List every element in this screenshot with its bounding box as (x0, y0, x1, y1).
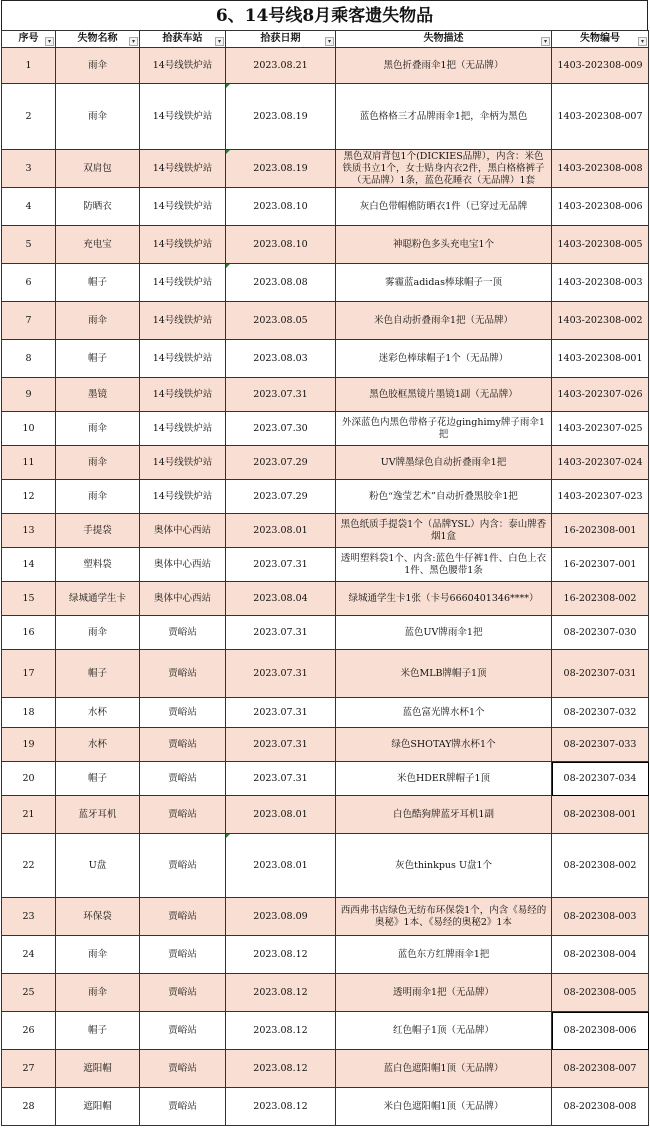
table-row (2, 412, 649, 446)
cell-description[interactable]: 蓝白色遮阳帽1顶（无品牌） (336, 1050, 552, 1088)
cell-item-name[interactable]: U盘 (56, 834, 140, 898)
cell-description[interactable]: 粉色“逸莹艺术”自动折叠黑胶伞1把 (336, 480, 552, 514)
cell-station[interactable]: 14号线铁炉站 (140, 150, 226, 188)
cell-code[interactable]: 1403-202307-024 (552, 446, 649, 480)
cell-date[interactable]: 2023.07.31 (226, 616, 336, 650)
cell-description[interactable]: 黑色纸质手提袋1个（品牌YSL）内含：泰山牌香烟1盒 (336, 514, 552, 548)
cell-description[interactable]: 蓝色富光牌水杯1个 (336, 698, 552, 728)
cell-date[interactable]: 2023.08.19 (226, 84, 336, 150)
cell-code[interactable]: 1403-202308-009 (552, 48, 649, 84)
cell-item-name[interactable]: 蓝牙耳机 (56, 796, 140, 834)
cell-date[interactable]: 2023.07.29 (226, 446, 336, 480)
cell-item-name[interactable]: 双肩包 (56, 150, 140, 188)
cell-item-name[interactable]: 雨伞 (56, 974, 140, 1012)
cell-code[interactable]: 08-202308-003 (552, 898, 649, 936)
cell-description[interactable]: 蓝色UV牌雨伞1把 (336, 616, 552, 650)
cell-item-name[interactable]: 雨伞 (56, 412, 140, 446)
cell-date[interactable]: 2023.07.31 (226, 650, 336, 698)
cell-item-name[interactable]: 雨伞 (56, 302, 140, 340)
cell-station[interactable]: 14号线铁炉站 (140, 412, 226, 446)
cell-item-name[interactable]: 手提袋 (56, 514, 140, 548)
cell-code[interactable]: 08-202307-032 (552, 698, 649, 728)
table-row (2, 898, 649, 936)
cell-no[interactable]: 2 (2, 84, 56, 150)
cell-station[interactable]: 贾峪站 (140, 616, 226, 650)
cell-code[interactable]: 16-202307-001 (552, 548, 649, 582)
table-row (2, 650, 649, 698)
cell-no[interactable]: 22 (2, 834, 56, 898)
cell-station[interactable]: 贾峪站 (140, 650, 226, 698)
table-row (2, 1050, 649, 1088)
table-row (2, 226, 649, 264)
table-row (2, 480, 649, 514)
cell-no[interactable]: 27 (2, 1050, 56, 1088)
cell-date[interactable]: 2023.08.19 (226, 150, 336, 188)
table-row (2, 762, 649, 796)
cell-description[interactable]: 神聪粉色多头充电宝1个 (336, 226, 552, 264)
cell-code[interactable]: 08-202307-033 (552, 728, 649, 762)
table-row (2, 84, 649, 150)
cell-station[interactable]: 贾峪站 (140, 936, 226, 974)
cell-no[interactable]: 1 (2, 48, 56, 84)
cell-no[interactable]: 5 (2, 226, 56, 264)
cell-station[interactable]: 贾峪站 (140, 796, 226, 834)
header-date[interactable]: 拾获日期 ▾ (226, 31, 336, 48)
cell-station[interactable]: 贾峪站 (140, 898, 226, 936)
cell-item-name[interactable]: 充电宝 (56, 226, 140, 264)
cell-date[interactable]: 2023.08.12 (226, 936, 336, 974)
cell-station[interactable]: 14号线铁炉站 (140, 48, 226, 84)
cell-station[interactable]: 14号线铁炉站 (140, 226, 226, 264)
table-row (2, 582, 649, 616)
cell-date[interactable]: 2023.08.08 (226, 264, 336, 302)
cell-station[interactable]: 贾峪站 (140, 698, 226, 728)
table-row (2, 974, 649, 1012)
cell-no[interactable]: 9 (2, 378, 56, 412)
cell-station[interactable]: 14号线铁炉站 (140, 446, 226, 480)
cell-code[interactable]: 1403-202307-023 (552, 480, 649, 514)
table-body (2, 48, 649, 1126)
cell-date[interactable]: 2023.08.05 (226, 302, 336, 340)
cell-code[interactable]: 1403-202308-007 (552, 84, 649, 150)
header-desc[interactable]: 失物描述 ▾ (336, 31, 552, 48)
cell-description[interactable]: 灰白色带帽檐防晒衣1件（已穿过无品牌 (336, 188, 552, 226)
cell-description[interactable]: UV牌墨绿色自动折叠雨伞1把 (336, 446, 552, 480)
cell-description[interactable]: 米色自动折叠雨伞1把（无品牌） (336, 302, 552, 340)
cell-station[interactable]: 奥体中心西站 (140, 548, 226, 582)
cell-station[interactable]: 贾峪站 (140, 1012, 226, 1050)
cell-code[interactable]: 08-202307-031 (552, 650, 649, 698)
cell-no[interactable]: 26 (2, 1012, 56, 1050)
cell-description[interactable]: 绿色SHOTAY牌水杯1个 (336, 728, 552, 762)
cell-date[interactable]: 2023.07.31 (226, 728, 336, 762)
cell-no[interactable]: 20 (2, 762, 56, 796)
table-row (2, 188, 649, 226)
cell-date[interactable]: 2023.07.31 (226, 378, 336, 412)
cell-description[interactable]: 雾霾蓝adidas棒球帽子一顶 (336, 264, 552, 302)
table-row (2, 936, 649, 974)
cell-item-name[interactable]: 帽子 (56, 340, 140, 378)
cell-item-name[interactable]: 帽子 (56, 650, 140, 698)
cell-station[interactable]: 贾峪站 (140, 1088, 226, 1126)
cell-item-name[interactable]: 塑料袋 (56, 548, 140, 582)
cell-description[interactable]: 灰色thinkpus U盘1个 (336, 834, 552, 898)
cell-no[interactable]: 6 (2, 264, 56, 302)
cell-item-name[interactable]: 防晒衣 (56, 188, 140, 226)
table-row (2, 834, 649, 898)
cell-description[interactable]: 透明塑料袋1个、内含:蓝色牛仔裤1件、白色上衣1件、黑色腰带1条 (336, 548, 552, 582)
cell-code[interactable]: 08-202307-034 (552, 762, 649, 796)
table-row (2, 340, 649, 378)
cell-item-name[interactable]: 雨伞 (56, 446, 140, 480)
cell-station[interactable]: 奥体中心西站 (140, 582, 226, 616)
cell-item-name[interactable]: 雨伞 (56, 936, 140, 974)
lost-items-table (1, 30, 649, 1126)
cell-date[interactable]: 2023.08.01 (226, 796, 336, 834)
cell-no[interactable]: 13 (2, 514, 56, 548)
table-row (2, 302, 649, 340)
cell-code[interactable]: 1403-202308-002 (552, 302, 649, 340)
cell-station[interactable]: 贾峪站 (140, 762, 226, 796)
cell-description[interactable]: 白色酷狗牌蓝牙耳机1副 (336, 796, 552, 834)
cell-station[interactable]: 奥体中心西站 (140, 514, 226, 548)
cell-date[interactable]: 2023.08.12 (226, 1088, 336, 1126)
cell-date[interactable]: 2023.08.12 (226, 1012, 336, 1050)
table-row (2, 616, 649, 650)
cell-description[interactable]: 迷彩色棒球帽子1个（无品牌） (336, 340, 552, 378)
cell-code[interactable]: 08-202308-004 (552, 936, 649, 974)
cell-no[interactable]: 8 (2, 340, 56, 378)
cell-item-name[interactable]: 雨伞 (56, 480, 140, 514)
cell-no[interactable]: 21 (2, 796, 56, 834)
table-row (2, 548, 649, 582)
cell-description[interactable]: 绿城通学生卡1张（卡号6660401346****） (336, 582, 552, 616)
filter-dropdown-icon[interactable]: ▾ (129, 37, 138, 46)
cell-station[interactable]: 14号线铁炉站 (140, 188, 226, 226)
cell-date[interactable]: 2023.08.01 (226, 834, 336, 898)
cell-date[interactable]: 2023.07.31 (226, 698, 336, 728)
cell-description[interactable]: 蓝色东方红牌雨伞1把 (336, 936, 552, 974)
cell-code[interactable]: 08-202308-002 (552, 834, 649, 898)
cell-no[interactable]: 7 (2, 302, 56, 340)
cell-no[interactable]: 28 (2, 1088, 56, 1126)
cell-code[interactable]: 16-202308-001 (552, 514, 649, 548)
header-row (2, 31, 649, 48)
cell-code[interactable]: 08-202308-008 (552, 1088, 649, 1126)
table-row (2, 1088, 649, 1126)
cell-description[interactable]: 红色帽子1顶（无品牌） (336, 1012, 552, 1050)
header-code[interactable]: 失物编号 ▾ (552, 31, 649, 48)
sheet-title: 6、14号线8月乘客遗失物品 (1, 0, 648, 30)
cell-item-name[interactable]: 雨伞 (56, 616, 140, 650)
cell-no[interactable]: 4 (2, 188, 56, 226)
filter-dropdown-icon[interactable]: ▾ (541, 37, 550, 46)
cell-station[interactable]: 14号线铁炉站 (140, 340, 226, 378)
cell-date[interactable]: 2023.07.29 (226, 480, 336, 514)
cell-no[interactable]: 14 (2, 548, 56, 582)
cell-item-name[interactable]: 遮阳帽 (56, 1088, 140, 1126)
table-row (2, 150, 649, 188)
cell-station[interactable]: 贾峪站 (140, 1050, 226, 1088)
cell-code[interactable]: 08-202308-005 (552, 974, 649, 1012)
cell-item-name[interactable]: 水杯 (56, 728, 140, 762)
cell-no[interactable]: 23 (2, 898, 56, 936)
cell-no[interactable]: 19 (2, 728, 56, 762)
cell-item-name[interactable]: 帽子 (56, 762, 140, 796)
cell-code[interactable]: 1403-202308-005 (552, 226, 649, 264)
table-row (2, 264, 649, 302)
cell-item-name[interactable]: 帽子 (56, 1012, 140, 1050)
cell-item-name[interactable]: 帽子 (56, 264, 140, 302)
cell-item-name[interactable]: 环保袋 (56, 898, 140, 936)
cell-code[interactable]: 16-202308-002 (552, 582, 649, 616)
filter-dropdown-icon[interactable]: ▾ (45, 37, 54, 46)
cell-station[interactable]: 贾峪站 (140, 728, 226, 762)
header-no[interactable]: 序号 ▾ (2, 31, 56, 48)
cell-date[interactable]: 2023.08.12 (226, 974, 336, 1012)
cell-no[interactable]: 17 (2, 650, 56, 698)
table-row (2, 698, 649, 728)
cell-code[interactable]: 1403-202308-003 (552, 264, 649, 302)
cell-station[interactable]: 14号线铁炉站 (140, 84, 226, 150)
cell-date[interactable]: 2023.08.21 (226, 48, 336, 84)
cell-date[interactable]: 2023.07.30 (226, 412, 336, 446)
cell-station[interactable]: 14号线铁炉站 (140, 302, 226, 340)
cell-description[interactable]: 外深蓝色内黑色带格子花边ginghimy牌子雨伞1把 (336, 412, 552, 446)
cell-date[interactable]: 2023.08.10 (226, 226, 336, 264)
cell-date[interactable]: 2023.08.12 (226, 1050, 336, 1088)
cell-description[interactable]: 黑色胶框黑镜片墨镜1副（无品牌） (336, 378, 552, 412)
cell-date[interactable]: 2023.08.04 (226, 582, 336, 616)
cell-code[interactable]: 08-202307-030 (552, 616, 649, 650)
cell-no[interactable]: 3 (2, 150, 56, 188)
table-row (2, 378, 649, 412)
table-row (2, 48, 649, 84)
cell-code[interactable]: 1403-202308-001 (552, 340, 649, 378)
cell-description[interactable]: 蓝色格格三才品牌雨伞1把，伞柄为黑色 (336, 84, 552, 150)
header-name[interactable]: 失物名称 ▾ (56, 31, 140, 48)
cell-no[interactable]: 15 (2, 582, 56, 616)
filter-dropdown-icon[interactable]: ▾ (638, 37, 647, 46)
filter-dropdown-icon[interactable]: ▾ (325, 37, 334, 46)
table-row (2, 728, 649, 762)
header-station[interactable]: 拾获车站 ▾ (140, 31, 226, 48)
filter-dropdown-icon[interactable]: ▾ (215, 37, 224, 46)
cell-description[interactable]: 米白色遮阳帽1顶（无品牌） (336, 1088, 552, 1126)
cell-no[interactable]: 24 (2, 936, 56, 974)
cell-date[interactable]: 2023.08.03 (226, 340, 336, 378)
cell-description[interactable]: 米色MLB牌帽子1顶 (336, 650, 552, 698)
table-row (2, 446, 649, 480)
cell-code[interactable]: 08-202308-006 (552, 1012, 649, 1050)
cell-date[interactable]: 2023.07.31 (226, 548, 336, 582)
cell-description[interactable]: 西西弗书店绿色无纺布环保袋1个，内含《易经的奥秘》1本、《易经的奥秘2》1本 (336, 898, 552, 936)
cell-no[interactable]: 10 (2, 412, 56, 446)
cell-code[interactable]: 1403-202308-006 (552, 188, 649, 226)
cell-no[interactable]: 12 (2, 480, 56, 514)
cell-no[interactable]: 16 (2, 616, 56, 650)
cell-code[interactable]: 1403-202308-008 (552, 150, 649, 188)
cell-code[interactable]: 08-202308-007 (552, 1050, 649, 1088)
cell-code[interactable]: 08-202308-001 (552, 796, 649, 834)
cell-station[interactable]: 14号线铁炉站 (140, 378, 226, 412)
cell-no[interactable]: 25 (2, 974, 56, 1012)
cell-date[interactable]: 2023.08.09 (226, 898, 336, 936)
cell-code[interactable]: 1403-202307-026 (552, 378, 649, 412)
table-row (2, 514, 649, 548)
cell-description[interactable]: 米色HDER牌帽子1顶 (336, 762, 552, 796)
cell-station[interactable]: 14号线铁炉站 (140, 264, 226, 302)
cell-item-name[interactable]: 墨镜 (56, 378, 140, 412)
cell-item-name[interactable]: 水杯 (56, 698, 140, 728)
cell-station[interactable]: 贾峪站 (140, 974, 226, 1012)
cell-description[interactable]: 黑色双肩背包1个(DICKIES品牌），内含：米色铁质书立1个，女士贴身内衣2件，黑白格格裤子（无品牌）1条，蓝色花睡衣（无品牌）1套 (336, 150, 552, 188)
cell-date[interactable]: 2023.08.01 (226, 514, 336, 548)
cell-item-name[interactable]: 遮阳帽 (56, 1050, 140, 1088)
cell-date[interactable]: 2023.08.10 (226, 188, 336, 226)
table-row (2, 1012, 649, 1050)
cell-item-name[interactable]: 绿城通学生卡 (56, 582, 140, 616)
cell-description[interactable]: 黑色折叠雨伞1把（无品牌） (336, 48, 552, 84)
table-row (2, 796, 649, 834)
cell-code[interactable]: 1403-202307-025 (552, 412, 649, 446)
cell-item-name[interactable]: 雨伞 (56, 48, 140, 84)
cell-station[interactable]: 贾峪站 (140, 834, 226, 898)
cell-description[interactable]: 透明雨伞1把（无品牌） (336, 974, 552, 1012)
cell-no[interactable]: 11 (2, 446, 56, 480)
cell-date[interactable]: 2023.07.31 (226, 762, 336, 796)
cell-station[interactable]: 14号线铁炉站 (140, 480, 226, 514)
cell-no[interactable]: 18 (2, 698, 56, 728)
cell-item-name[interactable]: 雨伞 (56, 84, 140, 150)
